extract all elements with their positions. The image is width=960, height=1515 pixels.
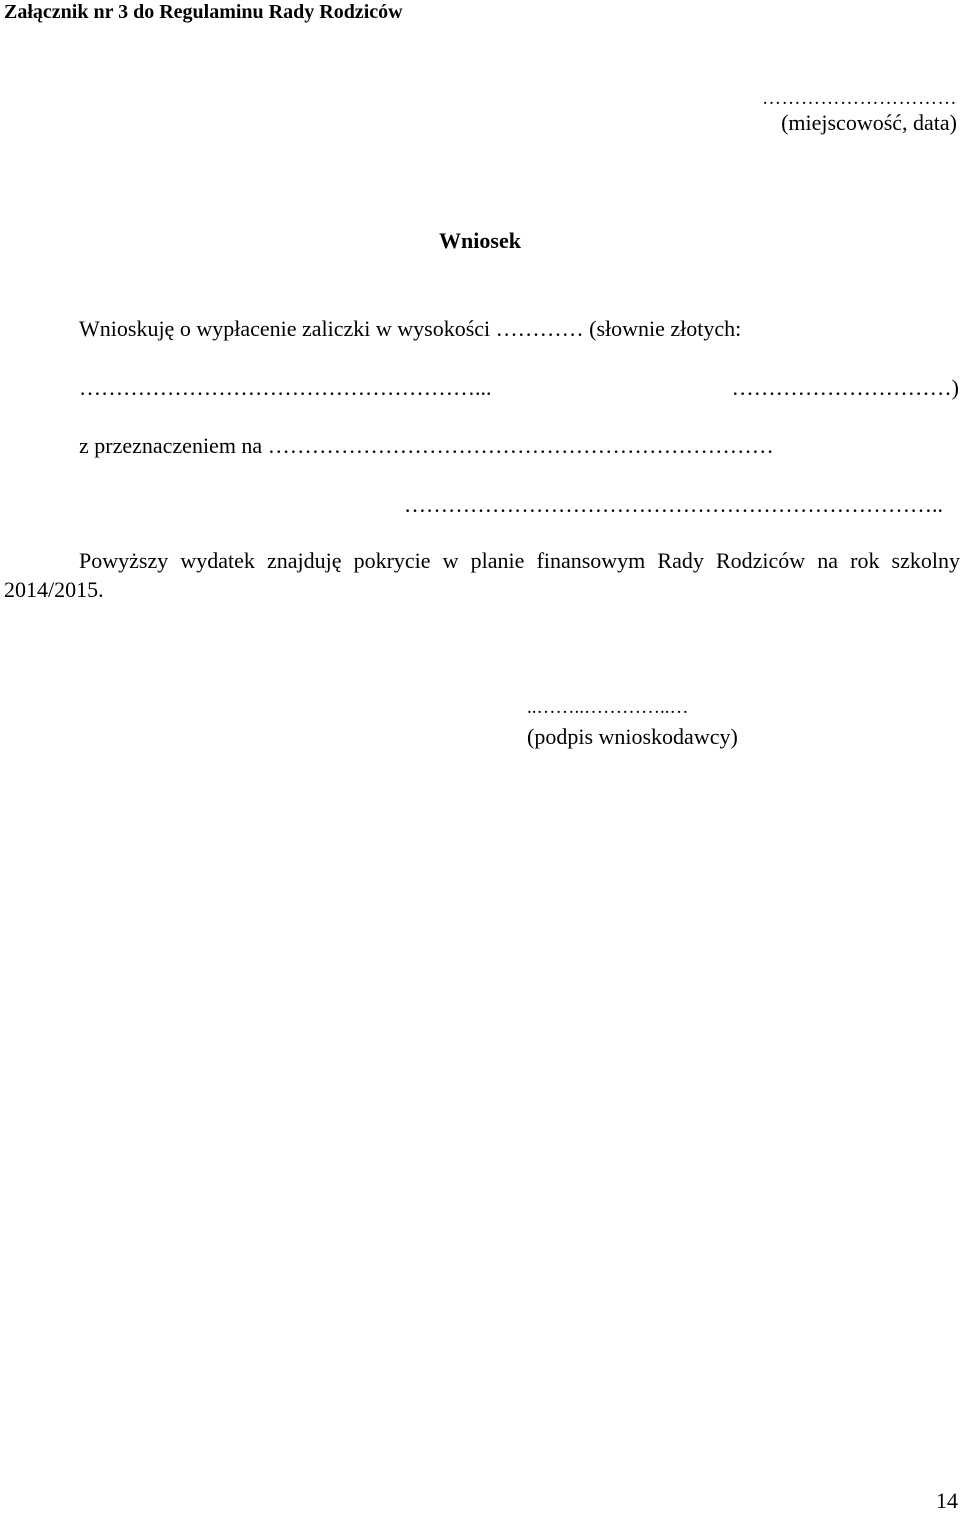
signature-placeholder: ..……..…………..… (527, 697, 689, 718)
signature-label: (podpis wnioskodawcy) (527, 724, 738, 749)
page-number: 14 (936, 1488, 958, 1513)
amount-line: Wnioskuję o wypłacenie zaliczki w wysokości ………… (słownie złotych: (79, 316, 742, 341)
purpose-line: z przeznaczeniem na …………………………………………………………… (79, 433, 774, 458)
amount-in-words-dots-end: …………………………) (731, 375, 959, 400)
document-title: Wniosek (439, 228, 521, 253)
budget-statement-paragraph: Powyższy wydatek znajduję pokrycie w planie finansowym Rady Rodziców na rok szkolny 2014/2015. (4, 548, 960, 602)
purpose-continuation-line: ……………………………………………………………….. (404, 492, 943, 517)
place-date-placeholder: ………………………… (762, 88, 957, 109)
attachment-header: Załącznik nr 3 do Regulaminu Rady Rodziców (4, 1, 403, 23)
amount-in-words-dots-start: ………………………………………………... (79, 375, 492, 400)
place-date-label: (miejscowość, data) (781, 110, 957, 135)
amount-in-words-line (79, 374, 959, 402)
